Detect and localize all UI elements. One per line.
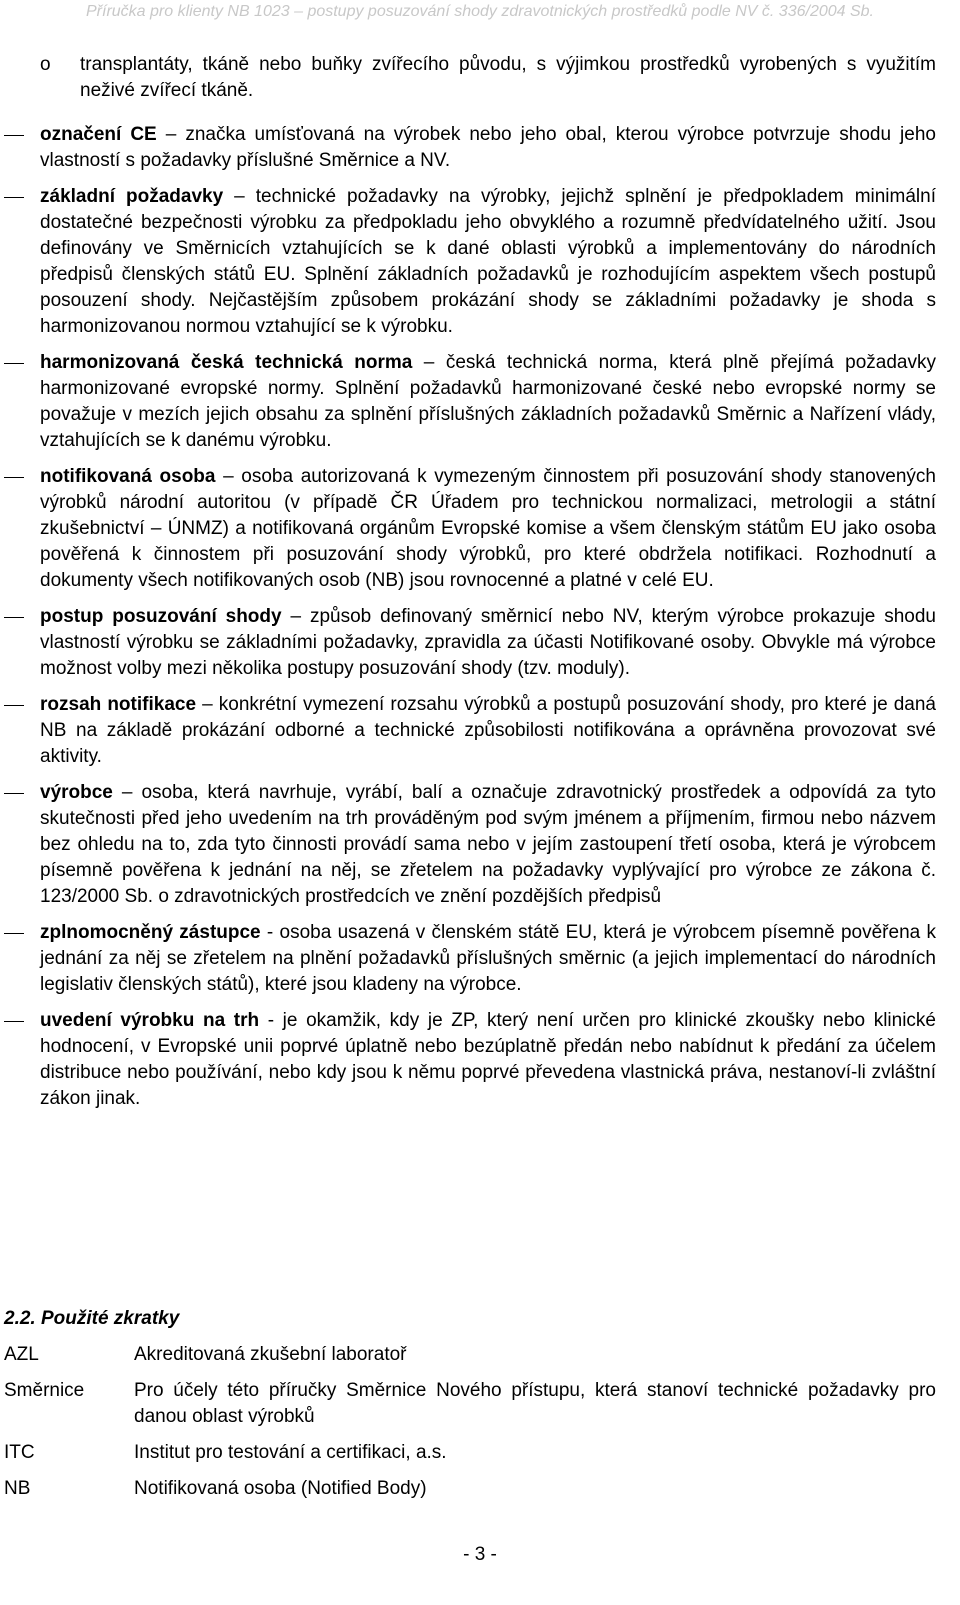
- section-heading: 2.2. Použité zkratky: [4, 1308, 180, 1329]
- definition-item: [0, 1008, 936, 1112]
- definition-text: – způsob definovaný směrnicí nebo NV, kterým výrobce prokazuje shodu vlastností výrobku se základními požadavky, zpravidla za účasti Notifikované osoby. Obvykle má výrobce možnost volby mezi několika postupy posuzování shody (tzv. moduly).: [40, 606, 937, 679]
- definition-term: zplnomocněný zástupce: [40, 922, 261, 943]
- definition-term: výrobce: [40, 782, 113, 803]
- abbreviations-table: [4, 1342, 936, 1512]
- definition-text: – osoba, která navrhuje, vyrábí, balí a označuje zdravotnický prostředek a odpovídá za tyto skutečnosti před jeho uvedením na trh prováděným pod svým jménem a příjmením, firmou nebo názvem bez ohledu na to, zda tyto činnosti provádí sama nebo v jejím zastoupení třetí osoba, která je výrobcem písemně pověřena k jednání na něj, se zřetelem na požadavky vyplývající pro výrobce ze zákona č. 123/2000 Sb. o zdravotnických prostředcích ve znění pozdějších předpisů: [40, 782, 936, 907]
- definition-term: rozsah notifikace: [40, 694, 197, 715]
- definition-term: notifikovaná osoba: [40, 466, 216, 487]
- definition-text: – technické požadavky na výrobky, jejichž splnění je předpokladem minimální dostatečné bezpečnosti výrobku za předpokladu jeho obvyklého a rozumně předvídatelného užití. Jsou definovány ve Směrnicích vztahujících se k dané oblasti výrobků a implementovány do národních předpisů členských států EU. Splnění základních požadavků je rozhodujícím aspektem všech postupů posouzení shody. Nejčastějším způsobem prokázání shody se základními požadavky je shoda s harmonizovanou normou vztahující se k výrobku.: [40, 186, 936, 337]
- definition-term: uvedení výrobku na trh: [40, 1010, 260, 1031]
- definition-item: [0, 920, 936, 998]
- definition-item: [0, 184, 936, 340]
- abbreviation-row: [4, 1476, 936, 1502]
- abbreviation: NB: [4, 1478, 31, 1499]
- definition-item: [0, 692, 936, 770]
- definition-term: základní požadavky: [40, 186, 224, 207]
- definition-term: postup posuzování shody: [40, 606, 282, 627]
- definition-text: - osoba usazená v členském státě EU, která je výrobcem písemně pověřena k jednání za něj se zřetelem na plnění požadavků příslušných směrnic (a jejich implementací do národních legislativ členských států), které jsou kladeny na výrobce.: [40, 922, 936, 995]
- definition-text: – osoba autorizovaná k vymezeným činnostem při posuzování shody stanovených výrobků národní autoritou (v případě ČR Úřadem pro technickou normalizaci, metrologii a státní zkušebnictví – ÚNMZ) a notifikovaná orgánům Evropské komise a všem členským státům EU jako osoba pověřená k činnostem při posuzování shody výrobků, pro které obdržela notifikaci. Rozhodnutí a dokumenty všech notifikovaných osob (NB) jsou rovnocenné a platné v celé EU.: [40, 466, 936, 591]
- bullet-marker: o: [40, 54, 51, 75]
- abbreviation: AZL: [4, 1344, 39, 1365]
- definitions-list: [0, 52, 960, 1122]
- abbreviation-row: [4, 1378, 936, 1430]
- sub-list-item: [40, 52, 936, 104]
- definition-text: – česká technická norma, která plně přejímá požadavky harmonizované evropské normy. Splnění požadavků harmonizované české nebo evropské normy se považuje v mezích jejich obsahu za splnění příslušných základních požadavků Směrnic a Nařízení vlády, vztahujících se k danému výrobku.: [40, 352, 937, 451]
- definition-text: – konkrétní vymezení rozsahu výrobků a postupů posuzování shody, pro které je daná NB na základě prokázání odborné a technické způsobilosti notifikována a oprávněna provozovat své aktivity.: [40, 694, 936, 767]
- definition-term: označení CE: [40, 124, 157, 145]
- abbreviation-meaning: Institut pro testování a certifikaci, a.s.: [134, 1442, 447, 1463]
- abbreviation: ITC: [4, 1442, 35, 1463]
- sub-list-item-text: transplantáty, tkáně nebo buňky zvířecího původu, s výjimkou prostředků vyrobených s využitím neživé zvířecí tkáně.: [80, 54, 936, 101]
- definition-item: [0, 464, 936, 594]
- definition-text: - je okamžik, kdy je ZP, který není určen pro klinické zkoušky nebo klinické hodnocení, v Evropské unii poprvé úplatně nebo bezúplatně předán nebo nabídnut k předání za účelem distribuce nebo používání, nebo kdy jsou k němu poprvé převedena vlastnická práva, nestanoví-li zvláštní zákon jinak.: [40, 1010, 936, 1109]
- abbreviation-row: [4, 1440, 936, 1466]
- abbreviation-row: [4, 1342, 936, 1368]
- definition-term: harmonizovaná česká technická norma: [40, 352, 413, 373]
- definition-item: [0, 122, 936, 174]
- abbreviation-meaning: Pro účely této příručky Směrnice Nového přístupu, která stanoví technické požadavky pro danou oblast výrobků: [134, 1380, 936, 1427]
- page-number: - 3 -: [463, 1544, 497, 1565]
- abbreviation-meaning: Akreditovaná zkušební laboratoř: [134, 1344, 407, 1365]
- abbreviation: Směrnice: [4, 1380, 85, 1401]
- abbreviation-meaning: Notifikovaná osoba (Notified Body): [134, 1478, 427, 1499]
- definition-item: [0, 780, 936, 910]
- running-header: Příručka pro klienty NB 1023 – postupy posuzování shody zdravotnických prostředků podle NV č. 336/2004 Sb.: [86, 3, 874, 20]
- definition-text: – značka umísťovaná na výrobek nebo jeho obal, kterou výrobce potvrzuje shodu jeho vlastností s požadavky příslušné Směrnice a NV.: [40, 124, 936, 171]
- definition-item: [0, 604, 936, 682]
- definition-item: [0, 350, 936, 454]
